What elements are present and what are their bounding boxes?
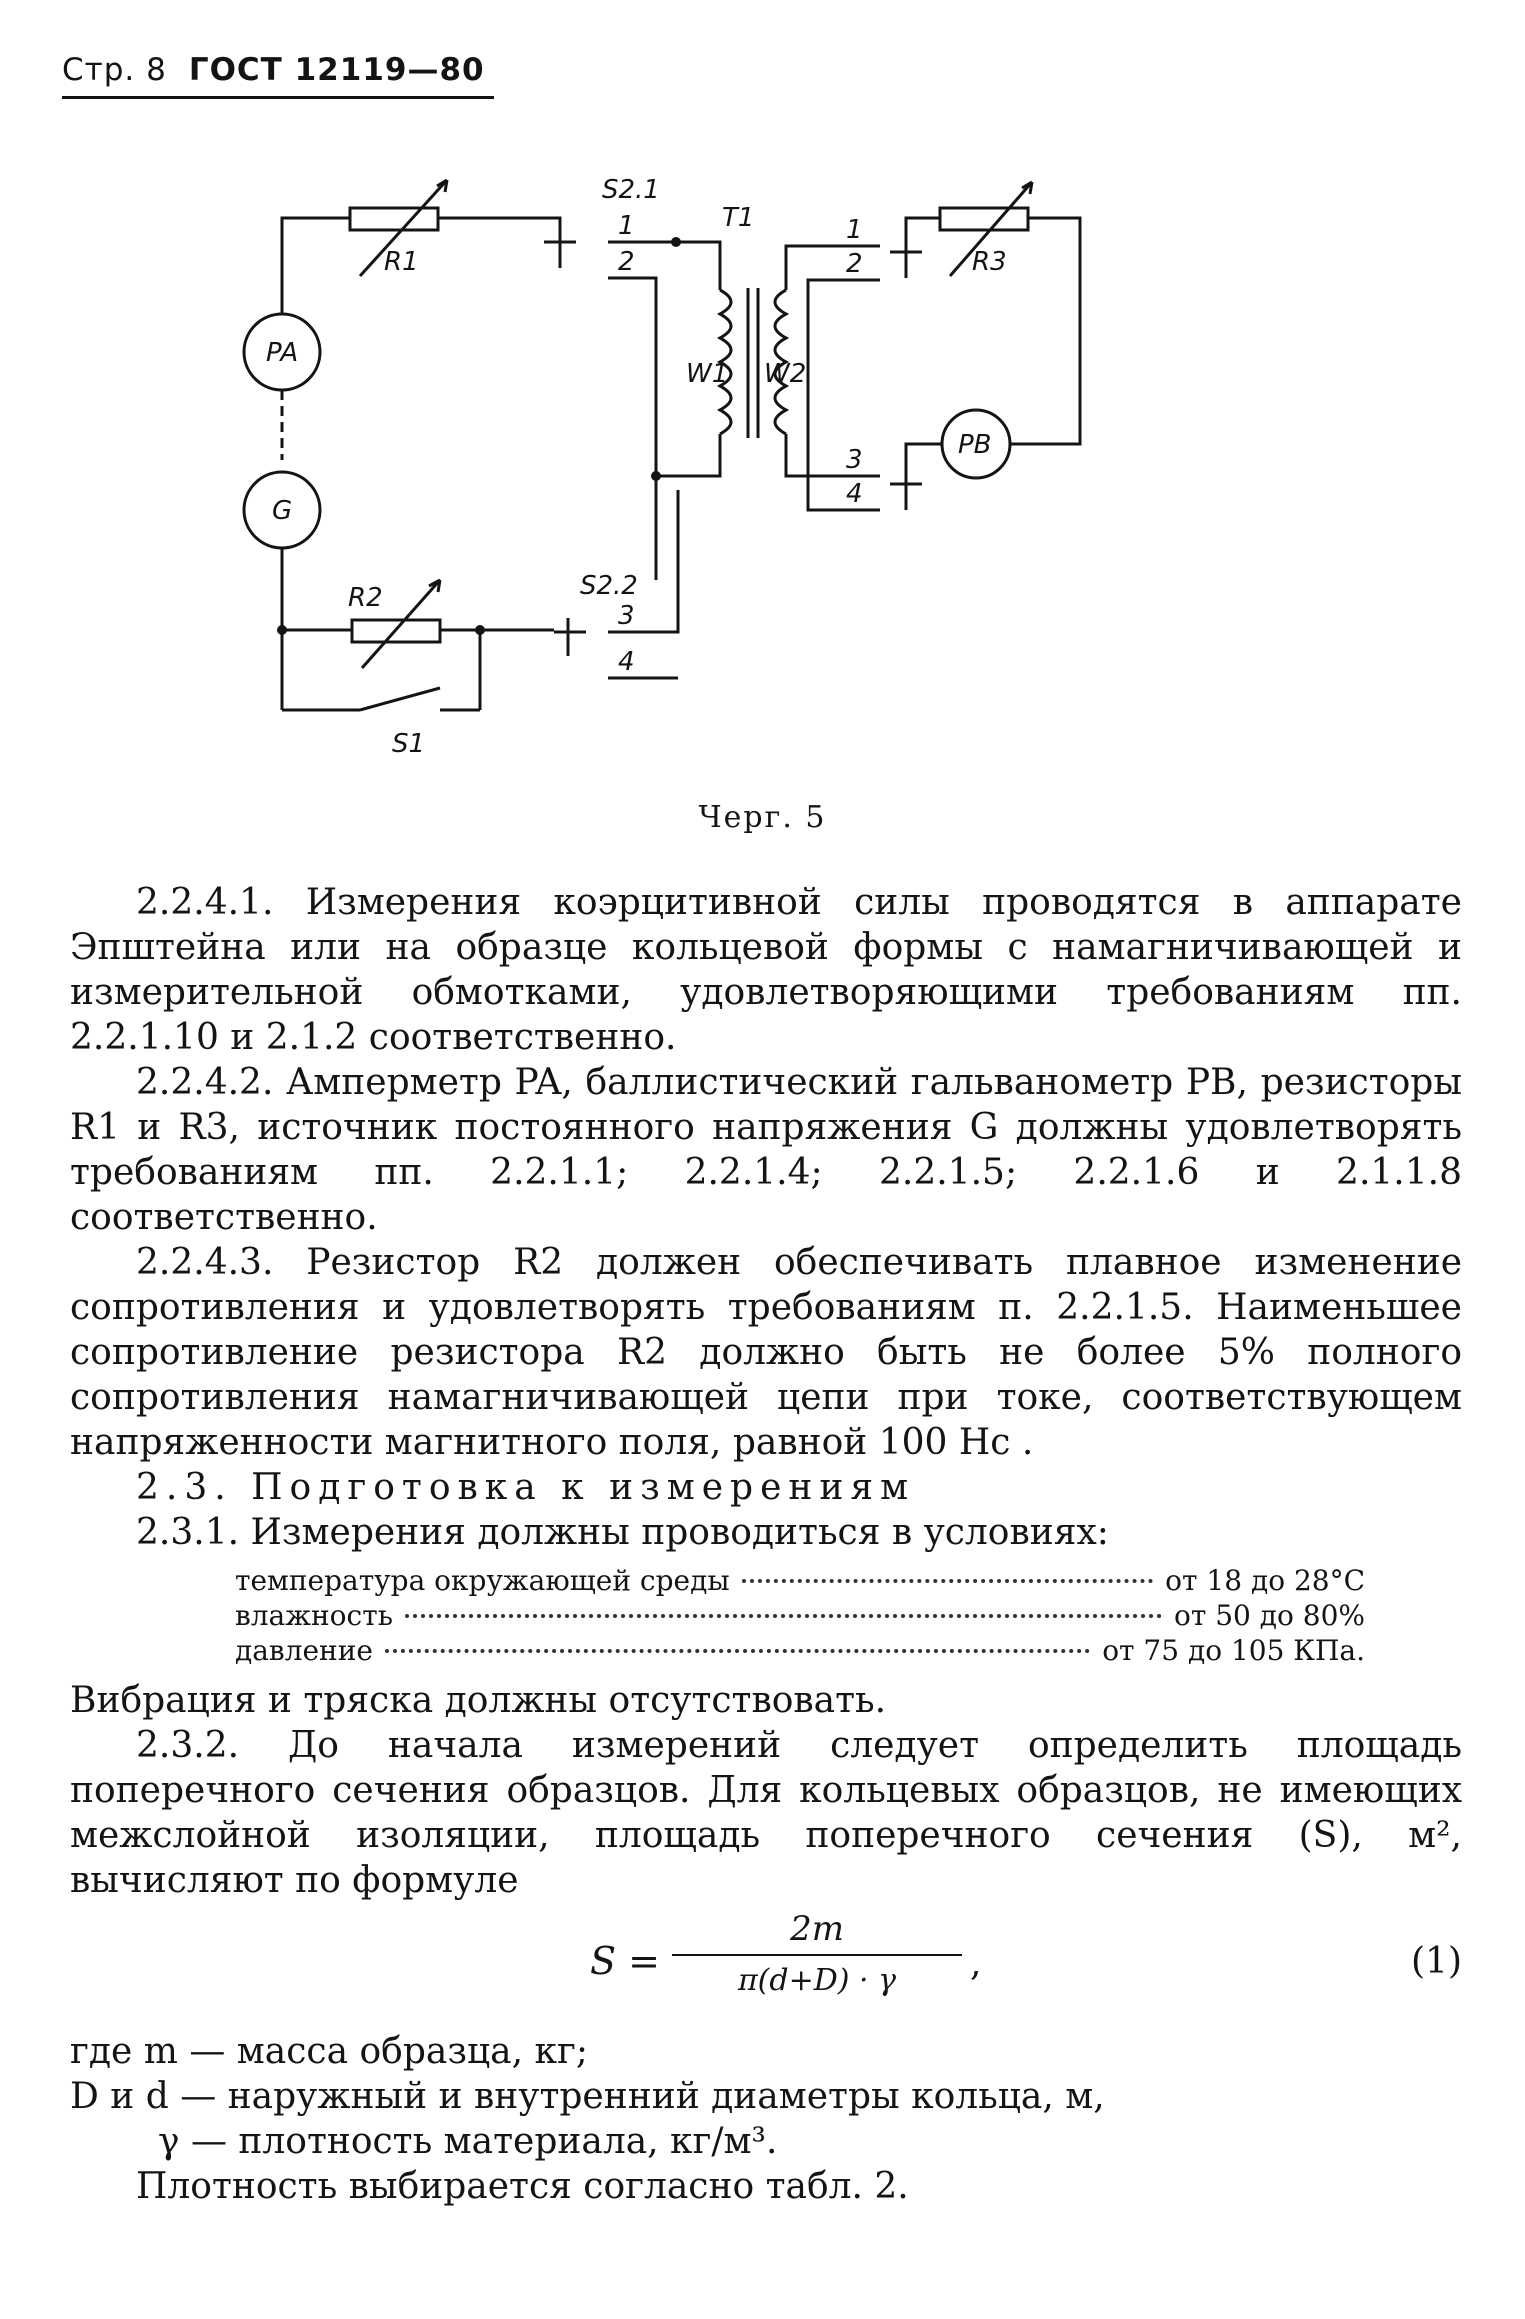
label-w2: W2 <box>764 359 807 389</box>
label-term-2-right: 2 <box>846 249 863 279</box>
wire-secondary-bottom <box>786 434 880 476</box>
s2-1-term2 <box>608 278 656 580</box>
para-density: Плотность выбирается согласно табл. 2. <box>136 2166 909 2207</box>
label-term-4-left: 4 <box>618 647 635 677</box>
wire-r1-right <box>438 218 560 255</box>
condition-value: от 50 до 80% <box>1173 1599 1365 1632</box>
para-2-2-4-2: 2.2.4.2. Амперметр PA, баллистический гальванометр PB, резисторы R1 и R3, источник постоянного напряжения G должны удовлетворять требованиям пп. 2.2.1.1; 2.2.1.4; 2.2.1.5; 2.2.1.6 и 2.1.1.8 соответственно. <box>70 1062 1462 1238</box>
label-term-3-right: 3 <box>846 445 863 475</box>
formula-numerator: 2m <box>672 1907 962 1956</box>
label-w1: W1 <box>686 359 729 389</box>
label-g: G <box>272 496 293 526</box>
resistor-r3 <box>940 208 1028 230</box>
formula-comma: , <box>970 1943 982 1984</box>
wire-r3-left <box>906 218 940 252</box>
wire-pb-right <box>1010 376 1080 444</box>
para-2-2-4-1: 2.2.4.1. Измерения коэрцитивной силы проводятся в аппарате Эпштейна или на образце кольцевой формы с намагничивающей и измерительной обмотками, удовлетворяющими требованиям пп. 2.2.1.10 и 2.1.2 соответственно. <box>70 882 1462 1058</box>
condition-row <box>235 1563 1365 1598</box>
switch-s1 <box>360 688 440 710</box>
leader-dots <box>405 1614 1162 1618</box>
formula-number: (1) <box>1411 1941 1462 1982</box>
body-text <box>70 880 1462 2209</box>
label-s2-1: S2.1 <box>602 175 660 205</box>
condition-row <box>235 1598 1365 1633</box>
page-header <box>62 52 494 99</box>
para-2-2-4-3: 2.2.4.3. Резистор R2 должен обеспечивать плавное изменение сопротивления и удовлетворять требованиям п. 2.2.1.5. Наименьшее сопротивление резистора R2 должно быть не более 5% полного сопротивления намагничивающей цепи при токе, соответствующем напряженности магнитного поля, равной 100 Hc . <box>70 1242 1462 1463</box>
formula-lhs: S = <box>590 1939 660 1983</box>
wire-secondary-top <box>786 246 880 290</box>
formula-denominator: π(d+D) · γ <box>737 1963 897 1998</box>
label-term-2-left: 2 <box>618 247 635 277</box>
label-s2-2: S2.2 <box>580 571 638 601</box>
page-number: Стр. 8 <box>62 52 167 88</box>
wire-primary-bottom <box>656 434 720 476</box>
condition-name: влажность <box>235 1599 393 1632</box>
conditions-list <box>235 1563 1365 1668</box>
circuit-diagram <box>200 170 1260 780</box>
formula-fraction <box>672 1907 962 2003</box>
wire-top-left <box>282 218 350 244</box>
para-2-3-2: 2.3.2. До начала измерений следует определить площадь поперечного сечения образцов. Для кольцевых образцов, не имеющих межслойной изоляции, площадь поперечного сечения (S), м², вычисляют по формуле <box>70 1725 1462 1901</box>
label-t1: T1 <box>722 203 755 233</box>
label-r3: R3 <box>972 247 1007 277</box>
standard-code: ГОСТ 12119—80 <box>188 52 485 88</box>
wire-primary <box>676 242 720 290</box>
wire-pb-left <box>906 444 942 484</box>
section-heading-2-3: 2.3. Подготовка к измерениям <box>136 1467 916 1508</box>
label-term-1-right: 1 <box>846 215 863 245</box>
para-2-3-1: 2.3.1. Измерения должны проводиться в условиях: <box>136 1512 1109 1553</box>
label-term-1-left: 1 <box>618 211 635 241</box>
label-term-3-left: 3 <box>618 601 635 631</box>
label-r1: R1 <box>384 247 419 277</box>
where-line-2: D и d — наружный и внутренний диаметры кольца, м, <box>70 2076 1105 2117</box>
formula-1 <box>70 1907 1462 2025</box>
label-s1: S1 <box>392 729 426 759</box>
condition-value: от 75 до 105 КПа. <box>1102 1634 1365 1667</box>
condition-name: давление <box>235 1634 373 1667</box>
leader-dots <box>742 1579 1154 1583</box>
para-vibration: Вибрация и тряска должны отсутствовать. <box>70 1680 887 1721</box>
figure-caption: Черг. 5 <box>698 800 827 835</box>
leader-dots <box>385 1649 1090 1653</box>
label-r2: R2 <box>348 583 383 613</box>
label-pa: PA <box>266 338 299 368</box>
resistor-r1 <box>350 208 438 230</box>
label-term-4-right: 4 <box>846 479 863 509</box>
label-pb: PB <box>958 430 992 460</box>
condition-value: от 18 до 28°C <box>1165 1564 1365 1597</box>
where-line-1: где m — масса образца, кг; <box>70 2031 588 2072</box>
condition-name: температура окружающей среды <box>235 1564 730 1597</box>
where-line-3: γ — плотность материала, кг/м³. <box>158 2121 778 2162</box>
wire-r3-right <box>1028 218 1080 376</box>
condition-row <box>235 1633 1365 1668</box>
